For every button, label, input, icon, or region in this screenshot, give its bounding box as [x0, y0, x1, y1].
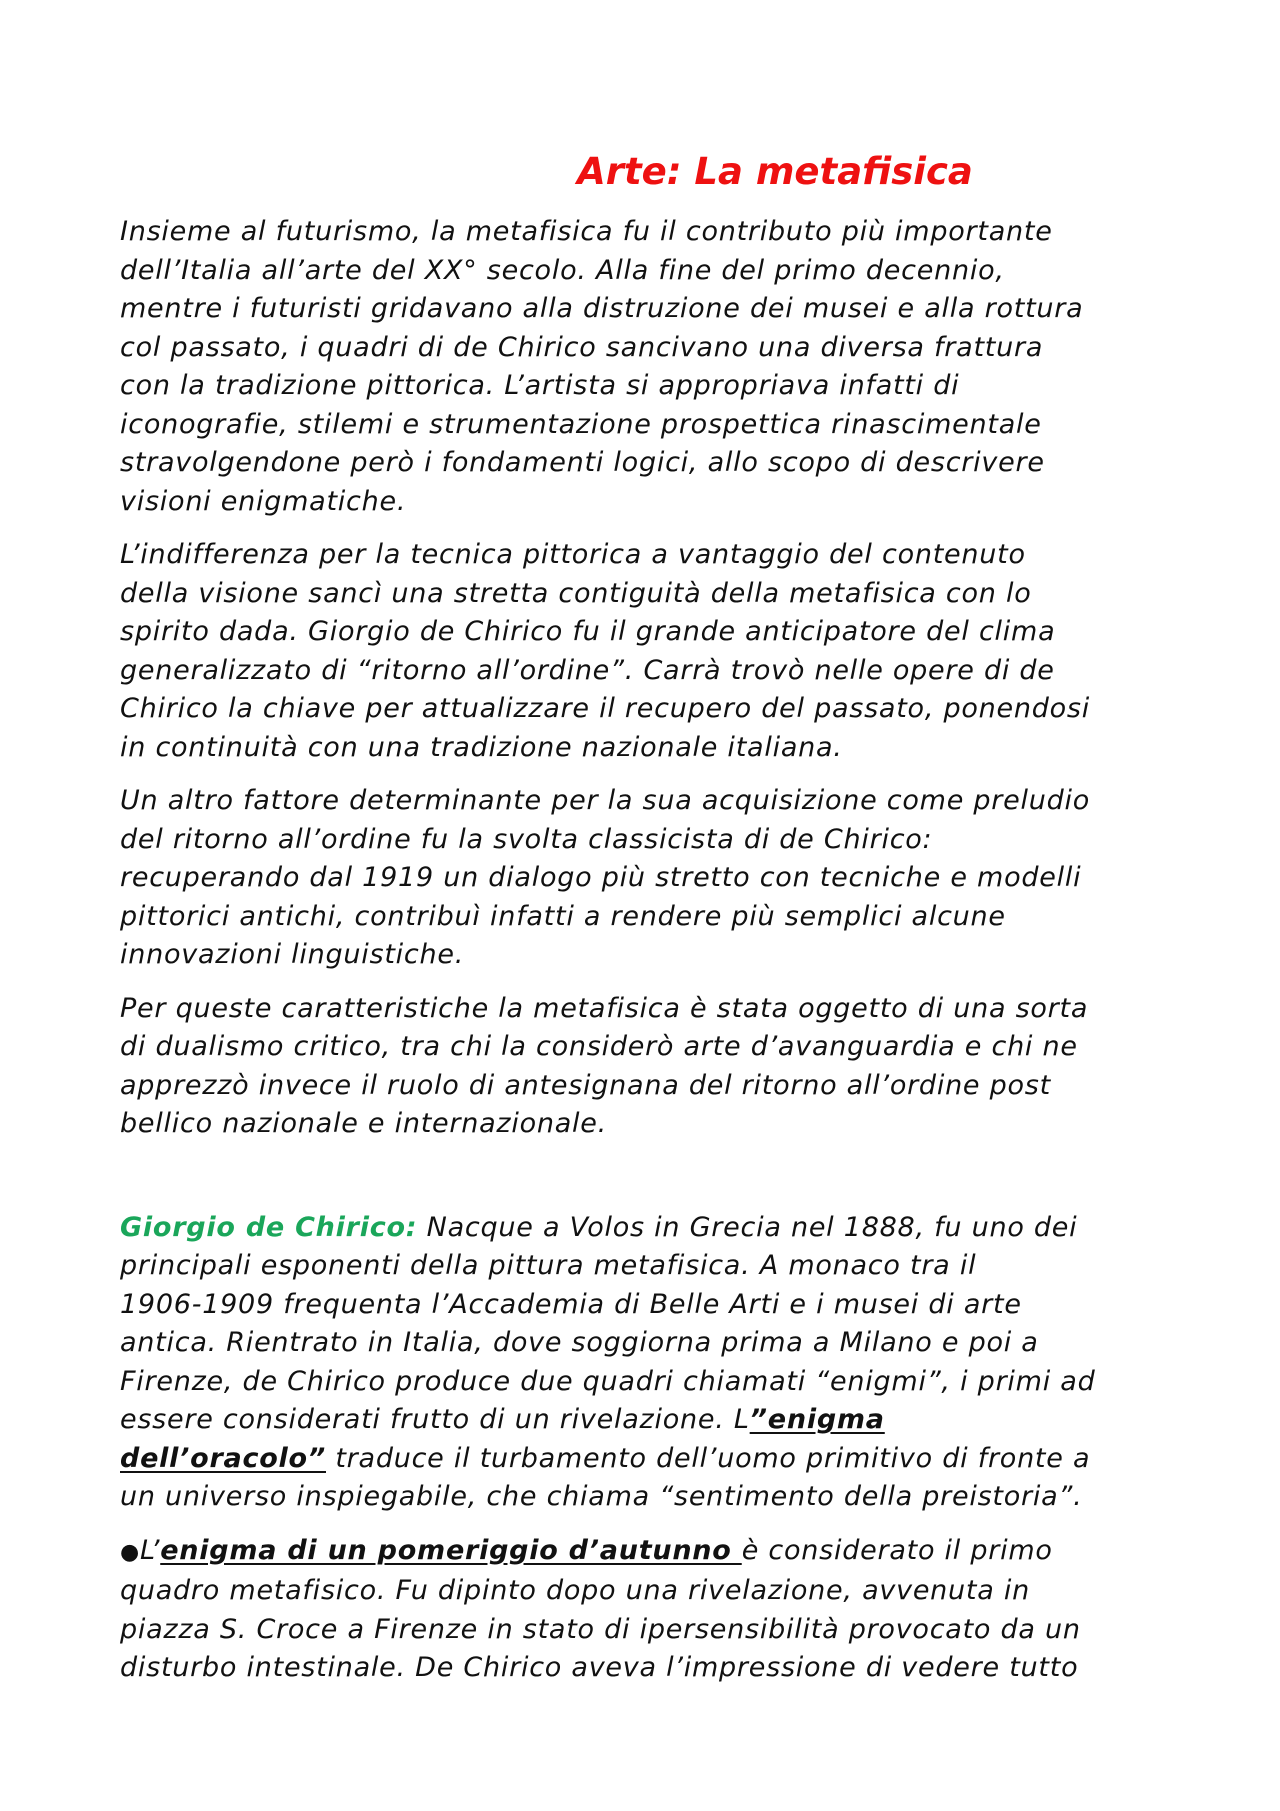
section-heading-de-chirico: Giorgio de Chirico: [120, 1211, 418, 1243]
text-line: quadro metafisico. Fu dipinto dopo una rivelazione, avvenuta in [120, 1575, 1030, 1606]
text-line [120, 1401, 1180, 1440]
text-line: recuperando dal 1919 un dialogo più stretto con tecniche e modelli [120, 862, 1082, 893]
text-span: è considerato il primo [741, 1534, 1053, 1566]
text-line [120, 1209, 1180, 1248]
text-line [120, 1440, 1180, 1479]
text-line: stravolgendone però i fondamenti logici, allo scopo di descrivere [120, 447, 1045, 478]
text-line: visioni enigmatiche. [120, 485, 407, 517]
text-line: Insieme al futurismo, la metafisica fu il contributo più importante [120, 216, 1053, 247]
paragraph-intro [120, 213, 1180, 521]
document-body [120, 213, 1180, 1703]
text-line: di dualismo critico, tra chi la considerò arte d’avanguardia e chi ne [120, 1031, 1078, 1062]
text-line: apprezzò invece il ruolo di antesignana del ritorno all’ordine post [120, 1069, 1051, 1101]
text-line: bellico nazionale e internazionale. [120, 1108, 607, 1139]
paragraph-enigma-autunno [120, 1532, 1180, 1688]
text-line: L’indifferenza per la tecnica pittorica a vantaggio del contenuto [120, 539, 1026, 570]
paragraph-classicism [120, 782, 1180, 975]
text-line: Firenze, de Chirico produce due quadri chiamati “enigmi”, i primi ad [120, 1365, 1096, 1397]
page-title: Arte: La metafisica [577, 150, 973, 193]
text-span: L’ [139, 1534, 161, 1566]
artwork-title-enigma-autunno: enigma di un pomeriggio d’autunno [160, 1534, 742, 1566]
text-line: con la tradizione pittorica. L’artista si appropriava infatti di [120, 370, 960, 401]
text-line [120, 1532, 1180, 1573]
text-line: disturbo intestinale. De Chirico aveva l’impressione di vedere tutto [120, 1652, 1079, 1683]
text-line: antica. Rientrato in Italia, dove soggiorna prima a Milano e poi a [120, 1327, 1039, 1358]
text-line: mentre i futuristi gridavano alla distruzione dei musei e alla rottura [120, 293, 1084, 324]
text-line: Chirico la chiave per attualizzare il recupero del passato, ponendosi [120, 693, 1090, 724]
text-line: della visione sancì una stretta contiguità della metafisica con lo [120, 577, 1032, 609]
text-line: Per queste caratteristiche la metafisica è stata oggetto di una sorta [120, 992, 1089, 1024]
text-line: col passato, i quadri di de Chirico sancivano una diversa frattura [120, 331, 1044, 363]
text-line: generalizzato di “ritorno all’ordine”. Carrà trovò nelle opere di de [120, 654, 1055, 686]
text-line: dell’Italia all’arte del XX° secolo. Alla fine del primo decennio, [120, 254, 1005, 286]
paragraph-de-chirico [120, 1209, 1180, 1517]
paragraph-dada [120, 536, 1180, 767]
text-line: un universo inspiegabile, che chiama “sentimento della preistoria”. [120, 1481, 1083, 1512]
text-span: traduce il turbamento dell’uomo primitivo di fronte a [326, 1442, 1091, 1474]
text-line: spirito dada. Giorgio de Chirico fu il grande anticipatore del clima [120, 616, 1056, 647]
text-span: Nacque a Volos in Grecia nel 1888, fu uno dei [417, 1211, 1078, 1243]
text-span: essere considerati frutto di un rivelazione. L [120, 1404, 750, 1435]
text-line: pittorici antichi, contribuì infatti a rendere più semplici alcune [120, 900, 1006, 932]
spacer [120, 1159, 1180, 1209]
bullet-icon: ● [120, 1539, 140, 1565]
text-line: 1906-1909 frequenta l’Accademia di Belle Arti e i musei di arte [120, 1288, 1022, 1320]
paragraph-dualism [120, 990, 1180, 1144]
text-line: in continuità con una tradizione nazionale italiana. [120, 731, 843, 763]
artwork-title-enigma-oracolo-part1: ”enigma [749, 1404, 885, 1435]
text-line: innovazioni linguistiche. [120, 939, 465, 970]
text-line: piazza S. Croce a Firenze in stato di ipersensibilità provocato da un [120, 1613, 1081, 1645]
artwork-title-enigma-oracolo-part2: dell’oracolo” [120, 1442, 326, 1474]
text-line: principali esponenti della pittura metafisica. A monaco tra il [120, 1250, 977, 1281]
text-line: del ritorno all’ordine fu la svolta classicista di de Chirico: [120, 823, 933, 855]
text-line: Un altro fattore determinante per la sua acquisizione come preludio [120, 785, 1091, 816]
text-line: iconografie, stilemi e strumentazione prospettica rinascimentale [120, 408, 1042, 440]
